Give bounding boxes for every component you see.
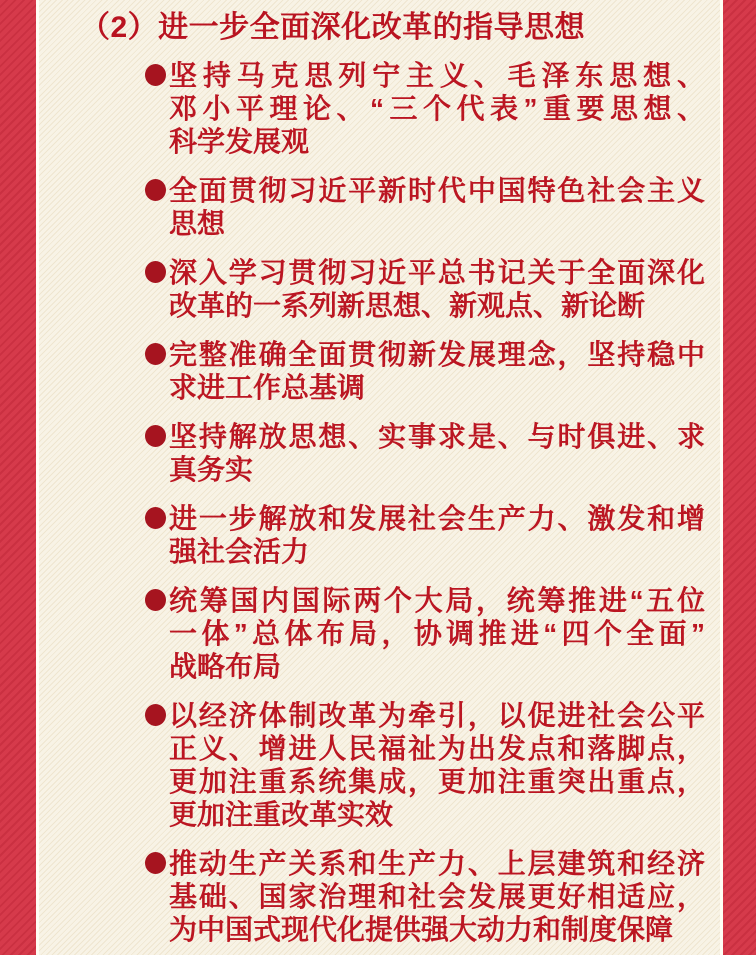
text-line: 推动生产关系和生产力、上层建筑和经济 (169, 848, 705, 879)
text-line: 一体”总体布局，协调推进“四个全面” (169, 618, 705, 649)
bullet-list (145, 59, 705, 946)
list-item-text (169, 502, 705, 568)
bullet-icon (145, 852, 166, 874)
list-item (145, 699, 705, 831)
list-item (145, 420, 705, 486)
list-item (145, 584, 705, 683)
text-line: 正义、增进人民福祉为出发点和落脚点， (169, 733, 705, 764)
text-line: 求进工作总基调 (169, 372, 366, 403)
bullet-icon (145, 507, 166, 529)
list-item (145, 174, 705, 240)
text-line: 全面贯彻习近平新时代中国特色社会主义 (169, 175, 705, 206)
text-line: 以经济体制改革为牵引，以促进社会公平 (169, 700, 705, 731)
bullet-icon (145, 425, 166, 447)
text-line: 更加注重改革实效 (169, 799, 394, 830)
text-line: 完整准确全面贯彻新发展理念，坚持稳中 (169, 339, 705, 370)
text-line: 真务实 (169, 454, 254, 485)
text-line: 战略布局 (169, 651, 282, 682)
text-line: 科学发展观 (169, 126, 310, 157)
text-line: 坚持解放思想、实事求是、与时俱进、求 (169, 421, 705, 452)
list-item-text (169, 174, 705, 240)
list-item (145, 502, 705, 568)
text-line: 邓小平理论、“三个代表”重要思想、 (169, 93, 705, 124)
text-line: 统筹国内国际两个大局，统筹推进“五位 (169, 585, 705, 616)
list-item (145, 847, 705, 946)
bullet-icon (145, 261, 166, 283)
list-item (145, 59, 705, 158)
text-line: 基础、国家治理和社会发展更好相适应， (169, 881, 705, 912)
text-line: 更加注重系统集成，更加注重突出重点， (169, 766, 705, 797)
content-panel (36, 0, 723, 955)
text-line: 改革的一系列新思想、新观点、新论断 (169, 290, 646, 321)
bullet-icon (145, 343, 166, 365)
bullet-icon (145, 64, 166, 86)
list-item (145, 256, 705, 322)
page-title: （2）进一步全面深化改革的指导思想 (80, 11, 586, 44)
bullet-icon (145, 704, 166, 726)
text-line: 强社会活力 (169, 536, 310, 567)
list-item (145, 338, 705, 404)
text-line: 进一步解放和发展社会生产力、激发和增 (169, 503, 705, 534)
text-line: 思想 (169, 208, 226, 239)
list-item-text (169, 420, 705, 486)
list-item-text (169, 59, 705, 158)
list-item-text (169, 256, 705, 322)
list-item-text (169, 584, 705, 683)
bullet-icon (145, 179, 166, 201)
list-item-text (169, 847, 705, 946)
text-line: 为中国式现代化提供强大动力和制度保障 (169, 914, 674, 945)
text-line: 深入学习贯彻习近平总书记关于全面深化 (169, 257, 705, 288)
bullet-icon (145, 589, 166, 611)
list-item-text (169, 338, 705, 404)
text-line: 坚持马克思列宁主义、毛泽东思想、 (169, 60, 705, 91)
list-item-text (169, 699, 705, 831)
